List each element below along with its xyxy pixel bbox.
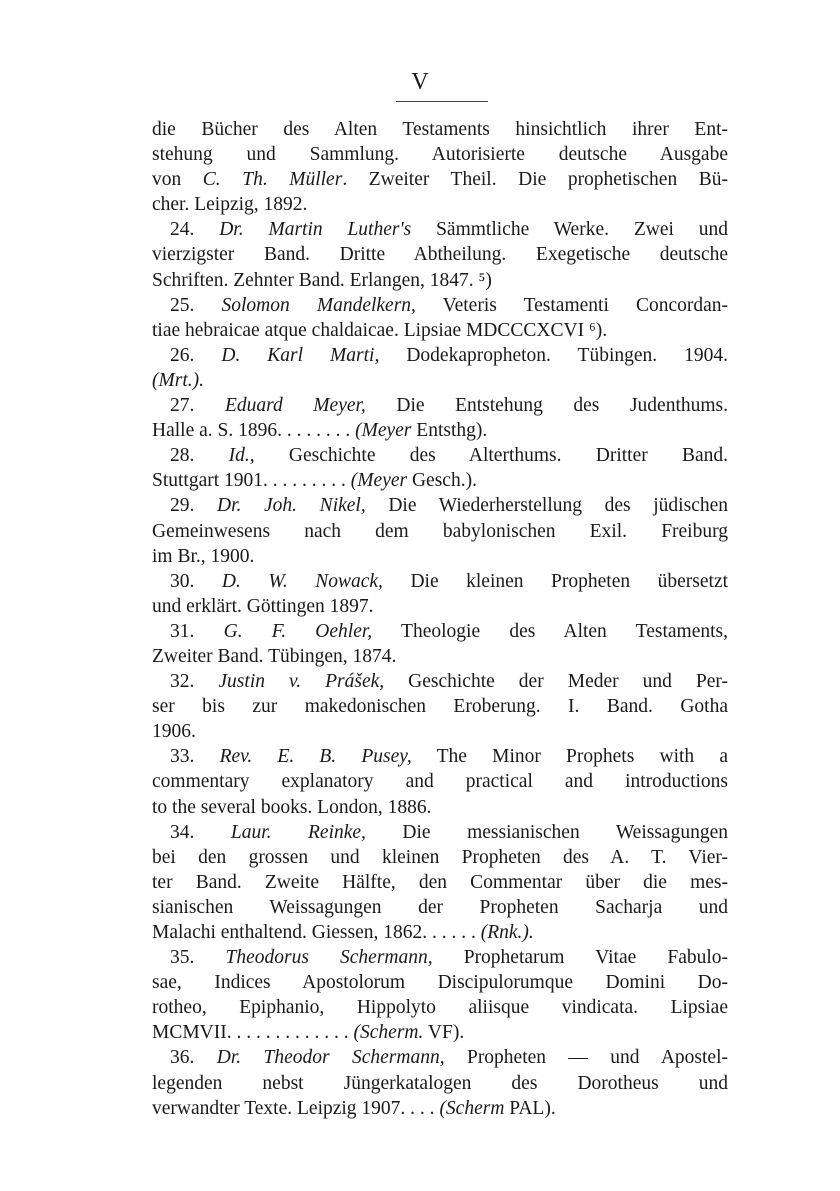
italic-name: Theodorus Schermann, [225, 947, 433, 969]
text-line: die Bücher des Alten Testaments hinsichtlich ihrer Ent- [152, 119, 728, 140]
text-line: und erklärt. Göttingen 1897. [152, 595, 374, 617]
bibliography-entry [152, 393, 728, 443]
text-line: Stuttgart 1901. . . . . . . . . (Meyer Gesch.). [152, 470, 477, 492]
italic-name: (Scherm. [353, 1022, 424, 1044]
text-line: to the several books. London, 1886. [152, 796, 432, 818]
italic-name: Laur. Reinke, [230, 821, 366, 843]
italic-name: Solomon Mandelkern, [221, 294, 416, 316]
italic-name: Dr. Joh. Nikel, [217, 495, 366, 517]
text-line: 33. Rev. E. B. Pusey, The Minor Prophets with a [170, 746, 729, 768]
text-line: 29. Dr. Joh. Nikel, Die Wiederherstellung des jüdischen [170, 495, 728, 517]
text-line: tiae hebraicae atque chaldaicae. Lipsiae MDCCCXCVI ⁶). [152, 319, 608, 341]
italic-name: Id., [228, 445, 255, 467]
text-line: legenden nebst Jüngerkatalogen des Dorotheus und [152, 1072, 728, 1094]
bibliography-entry [152, 117, 728, 217]
bibliography-entry [152, 443, 728, 493]
text-line: 28. Id., Geschichte des Alterthums. Dritter Band. [170, 445, 728, 467]
bibliography-entry [152, 293, 728, 343]
italic-name: (Meyer [350, 470, 408, 492]
text-line: sianischen Weissagungen der Propheten Sacharja und [152, 896, 728, 918]
italic-name: (Scherm [439, 1097, 505, 1119]
text-line: 36. Dr. Theodor Schermann, Propheten — und Apostel- [170, 1047, 728, 1069]
bibliography-entry [152, 493, 728, 568]
text-line: Halle a. S. 1896. . . . . . . . (Meyer Entsthg). [152, 420, 488, 442]
page-number: V [411, 69, 429, 95]
text-line: 26. D. Karl Marti, Dodekapropheton. Tübingen. 1904. [170, 344, 729, 366]
text-line: vierzigster Band. Dritte Abtheilung. Exegetische deutsche [152, 244, 728, 266]
text-line: rotheo, Epiphanio, Hippolyto aliisque vindicata. Lipsiae [152, 997, 728, 1019]
italic-name: (Mrt.). [152, 369, 204, 391]
text-line [152, 368, 728, 393]
text-line: 1906. [152, 721, 196, 743]
header-rule [396, 101, 488, 102]
bibliography-entry [152, 1045, 728, 1120]
italic-name: D. Karl Marti, [221, 344, 380, 366]
italic-name: Justin v. Prášek, [218, 671, 385, 693]
text-line: 24. Dr. Martin Luther's Sämmtliche Werke. Zwei und [170, 219, 728, 241]
bibliography-entry [152, 569, 728, 619]
italic-name: D. W. Nowack, [221, 570, 383, 592]
text-line: Malachi enthaltend. Giessen, 1862. . . . . . (Rnk.). [152, 922, 534, 943]
text-line: bei den grossen und kleinen Propheten des A. T. Vier- [152, 846, 728, 868]
text-line: von C. Th. Müller. Zweiter Theil. Die prophetischen Bü- [152, 169, 728, 191]
italic-name: (Rnk.). [480, 922, 534, 943]
bibliography-entry [152, 669, 728, 744]
italic-name: Dr. Theodor Schermann, [216, 1047, 445, 1069]
bibliography-entry [152, 945, 728, 1045]
text-line: commentary explanatory and practical and introductions [152, 771, 728, 793]
text-line: Gemeinwesens nach dem babylonischen Exil. Freiburg [152, 520, 728, 542]
text-line: 34. Laur. Reinke, Die messianischen Weissagungen [170, 821, 728, 843]
text-line: 31. G. F. Oehler, Theologie des Alten Testaments, [170, 620, 729, 642]
italic-name: Dr. Martin Luther's [219, 219, 412, 241]
text-line: Zweiter Band. Tübingen, 1874. [152, 645, 397, 667]
bibliography-entry [152, 217, 728, 292]
text-line: 25. Solomon Mandelkern, Veteris Testamenti Concordan- [170, 294, 729, 316]
text-line: sae, Indices Apostolorum Discipulorumque Domini Do- [152, 972, 728, 994]
text-line: ter Band. Zweite Hälfte, den Commentar über die mes- [152, 871, 728, 893]
text-line: verwandter Texte. Leipzig 1907. . . . (Scherm PAL). [152, 1097, 556, 1119]
italic-name: Eduard Meyer, [224, 395, 366, 417]
bibliography-entry [152, 619, 728, 669]
text-line: cher. Leipzig, 1892. [152, 194, 308, 216]
text-line: im Br., 1900. [152, 545, 255, 567]
italic-name: C. Th. Müller [202, 169, 343, 191]
text-line: 27. Eduard Meyer, Die Entstehung des Judenthums. [170, 395, 729, 417]
text-line: 32. Justin v. Prášek, Geschichte der Meder und Per- [170, 671, 729, 693]
italic-name: G. F. Oehler, [223, 620, 373, 642]
text-line: 35. Theodorus Schermann, Prophetarum Vitae Fabulo- [170, 947, 729, 969]
text-line: 30. D. W. Nowack, Die kleinen Propheten übersetzt [170, 570, 729, 592]
italic-name: Rev. E. B. Pusey, [219, 746, 412, 768]
text-line: ser bis zur makedonischen Eroberung. I. Band. Gotha [152, 696, 728, 718]
bibliography-entry [152, 820, 728, 945]
text-line: Schriften. Zehnter Band. Erlangen, 1847. ⁵) [152, 269, 492, 291]
italic-name: (Meyer [355, 420, 412, 442]
text-line: MCMVII. . . . . . . . . . . . . (Scherm. VF). [152, 1022, 465, 1044]
bibliography-list [152, 117, 728, 1121]
text-line: stehung und Sammlung. Autorisierte deutsche Ausgabe [152, 144, 728, 166]
bibliography-entry [152, 343, 728, 393]
bibliography-entry [152, 744, 728, 819]
